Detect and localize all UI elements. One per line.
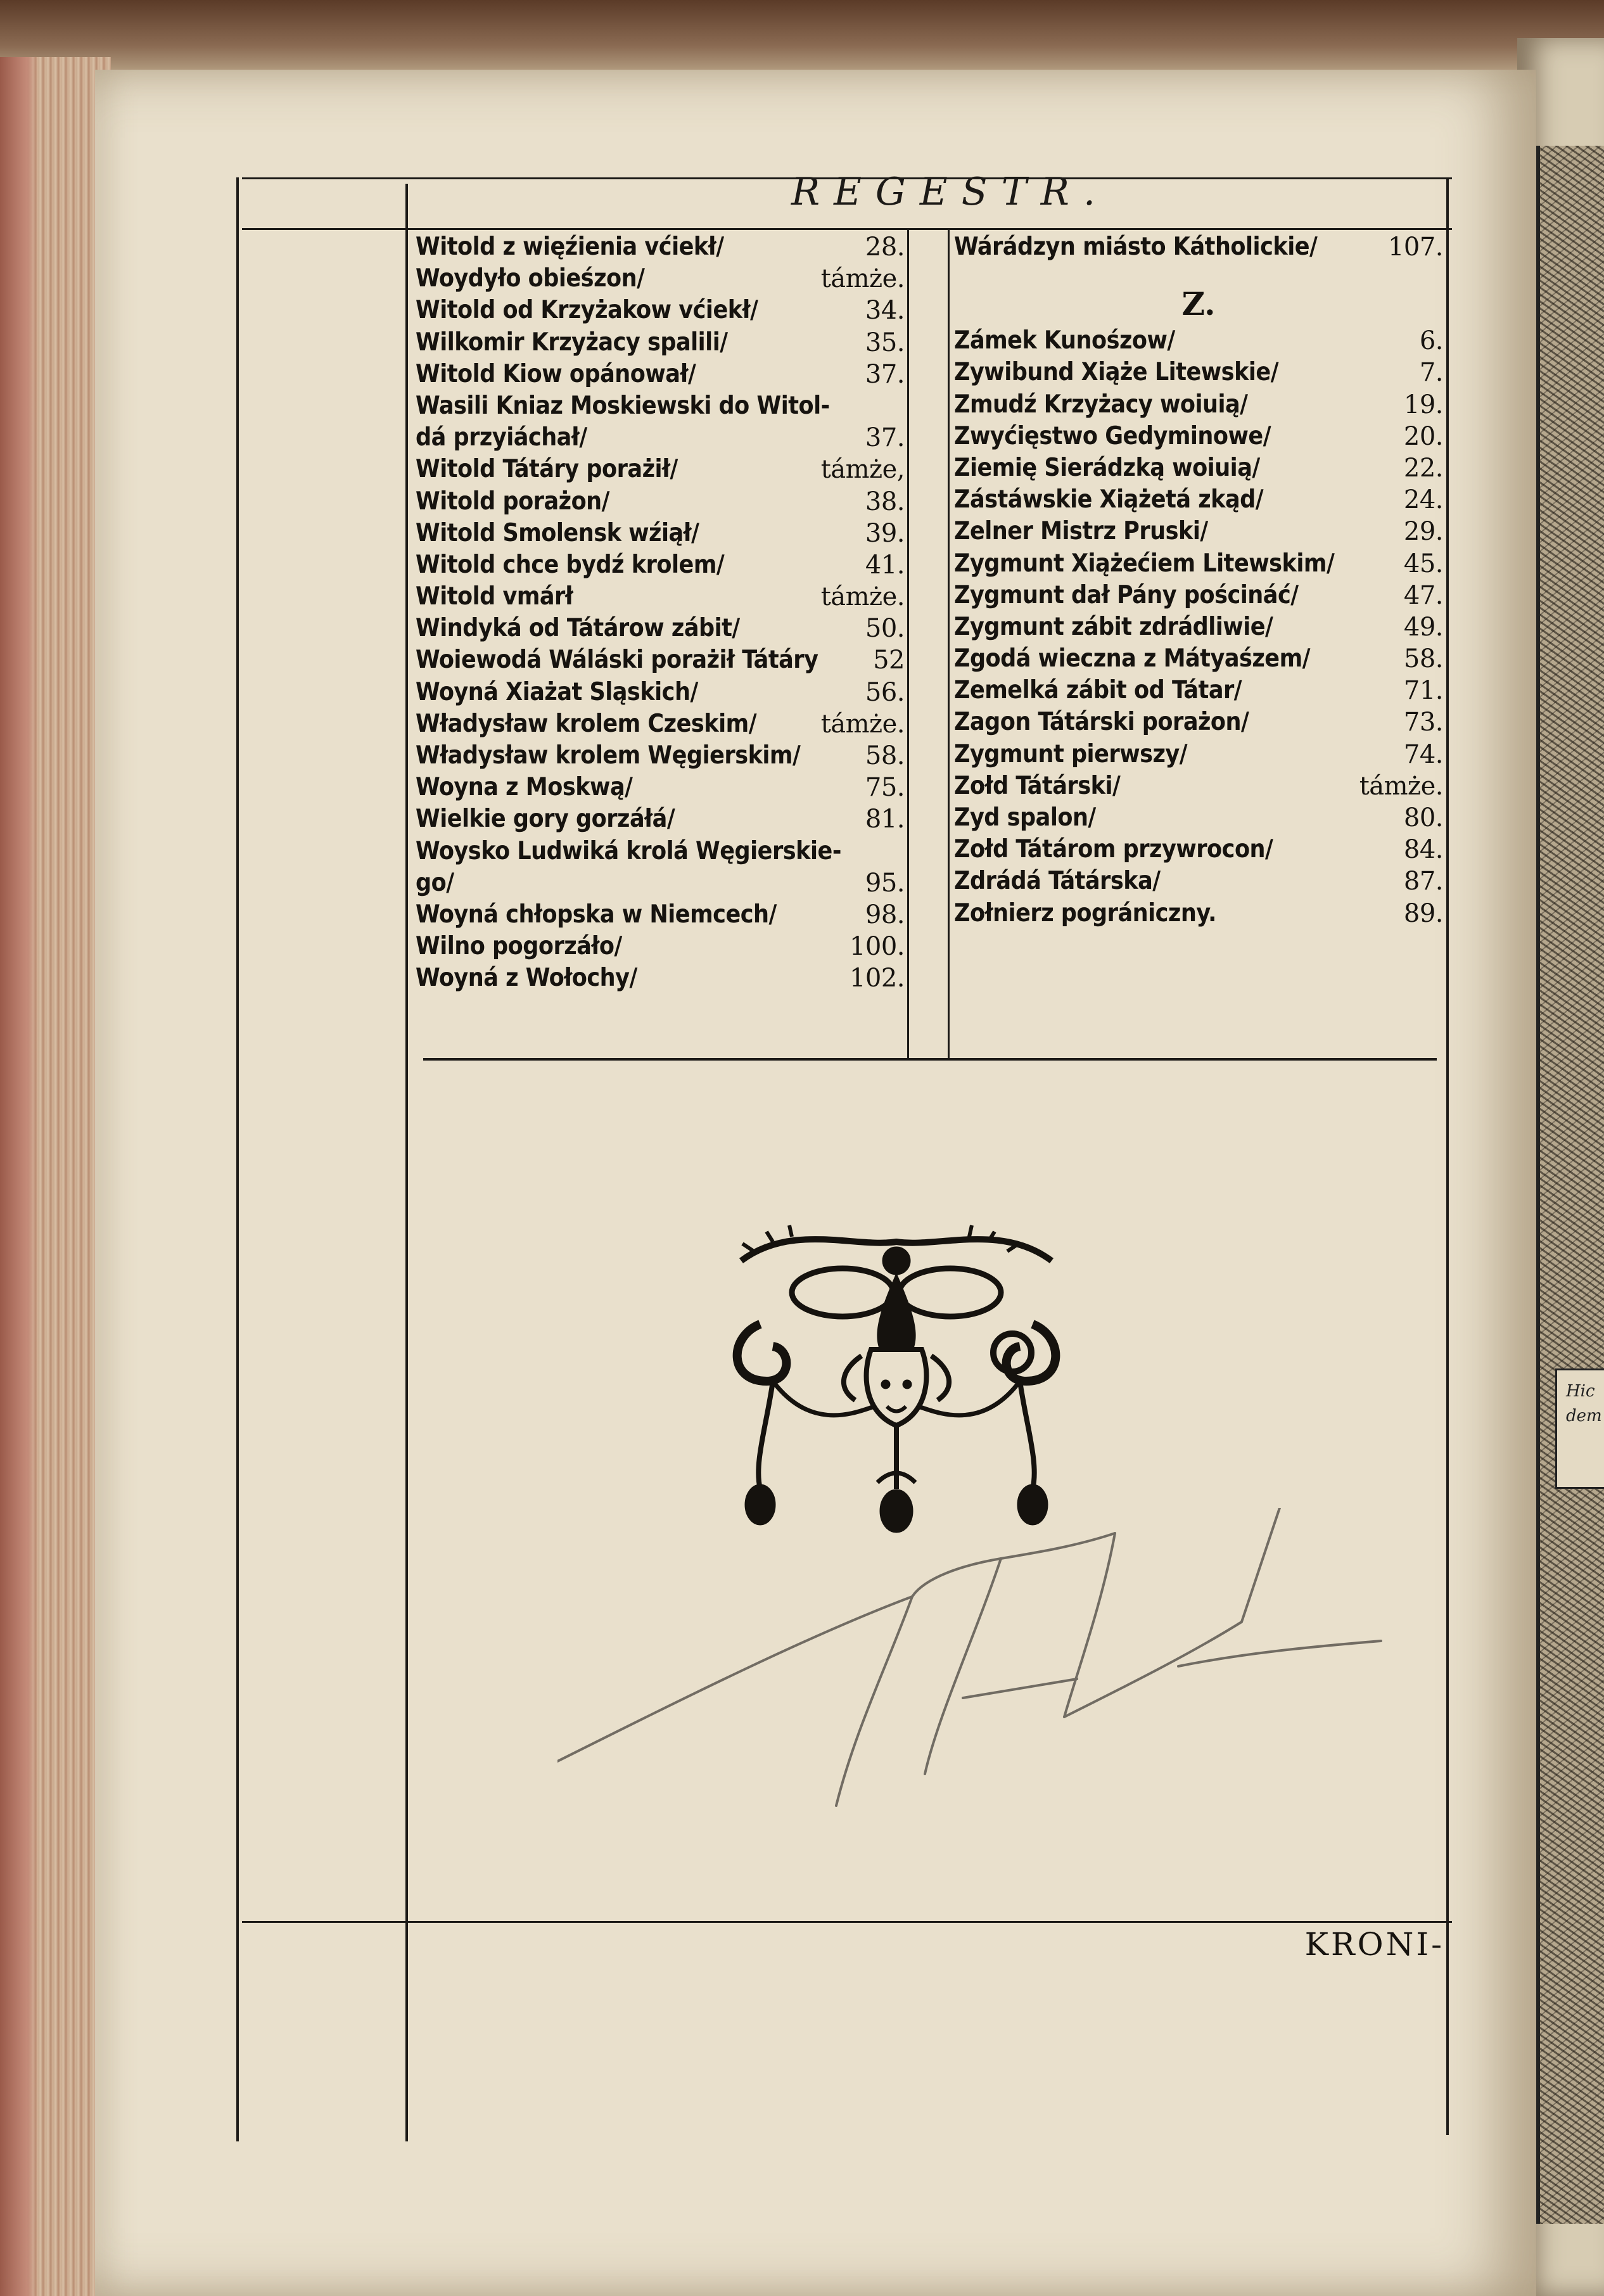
index-entry xyxy=(416,644,905,676)
entry-page: 71. xyxy=(1403,676,1443,706)
woodcut-label: Hic dem xyxy=(1555,1368,1604,1489)
entry-page: 52 xyxy=(873,646,905,675)
entry-page: 38. xyxy=(865,487,905,516)
entry-page: 73. xyxy=(1403,708,1443,737)
frame-inner-left-rule xyxy=(405,184,408,2141)
entry-text: Zygmunt Xiążećiem Litewskim/ xyxy=(954,549,1335,578)
section-letter: Z. xyxy=(1181,285,1216,323)
index-entry xyxy=(416,454,905,485)
entry-page: 49. xyxy=(1403,612,1443,642)
index-entry xyxy=(416,677,905,708)
page-header: REGESTR. xyxy=(791,170,1110,214)
index-entry xyxy=(954,834,1443,865)
column-divider-left xyxy=(907,228,909,1058)
entry-text: Wasili Kniaz Moskiewski do Witol- xyxy=(416,391,830,420)
index-column-left xyxy=(416,231,905,995)
entry-text: Zyd spalon/ xyxy=(954,803,1096,832)
entry-text: go/ xyxy=(416,868,454,897)
index-column-right xyxy=(954,231,1443,929)
footer-rule xyxy=(242,1921,1452,1923)
entry-page: 45. xyxy=(1403,549,1443,578)
entry-text: Zołd Tátárom przywrocon/ xyxy=(954,835,1273,864)
index-entry xyxy=(416,613,905,644)
index-entry xyxy=(954,611,1443,643)
entry-page: 80. xyxy=(1403,803,1443,832)
index-entry xyxy=(416,931,905,962)
entry-text: Witold vmárł xyxy=(416,582,573,611)
entry-page: 102. xyxy=(849,964,905,993)
entry-text: Zołd Tátárski/ xyxy=(954,771,1121,800)
entry-text: Woyna z Moskwą/ xyxy=(416,773,633,802)
entry-page: 7. xyxy=(1419,358,1443,388)
entry-text: Zemelká zábit od Tátar/ xyxy=(954,676,1242,705)
index-entry xyxy=(416,422,905,454)
index-entry xyxy=(416,867,905,899)
entry-text: Zgodá wieczna z Mátyaśzem/ xyxy=(954,644,1310,673)
entry-text: Windyká od Tátárow zábit/ xyxy=(416,614,740,643)
entry-text: Zywibund Xiąże Litewskie/ xyxy=(954,358,1279,387)
index-entry xyxy=(416,359,905,390)
entry-text: Woyná Xiażat Sląskich/ xyxy=(416,677,698,706)
index-entry xyxy=(416,549,905,581)
index-entry xyxy=(954,484,1443,516)
index-entry xyxy=(954,706,1443,738)
index-entry xyxy=(954,580,1443,611)
entry-page: 50. xyxy=(865,614,905,644)
entry-page: 37. xyxy=(865,423,905,453)
index-bottom-rule xyxy=(423,1058,1437,1061)
index-entry xyxy=(954,357,1443,388)
entry-text: Woydyło obieśzon/ xyxy=(416,264,645,293)
index-entry xyxy=(416,708,905,740)
entry-text: Witold od Krzyżakow vćiekł/ xyxy=(416,296,758,325)
entry-page: 20. xyxy=(1403,421,1443,451)
entry-page: 100. xyxy=(849,932,905,962)
entry-page: 95. xyxy=(865,868,905,898)
index-entry xyxy=(954,770,1443,802)
woodcut-border xyxy=(1536,146,1604,2224)
index-entry xyxy=(416,295,905,326)
entry-text: Wárádzyn miásto Kátholickie/ xyxy=(954,233,1318,261)
column-divider-right xyxy=(948,228,950,1058)
entry-text: Woyná chłopska w Niemcech/ xyxy=(416,900,777,929)
index-entry xyxy=(416,486,905,518)
entry-page: 6. xyxy=(1419,326,1443,356)
index-entry xyxy=(416,390,905,422)
index-entry xyxy=(416,263,905,295)
entry-page: 34. xyxy=(865,296,905,326)
header-under-rule xyxy=(242,228,1452,230)
frame-left-rule xyxy=(236,177,239,2141)
entry-text: Woyná z Wołochy/ xyxy=(416,964,637,993)
entry-page: 39. xyxy=(865,518,905,548)
index-entry xyxy=(954,325,1443,357)
entry-page: 41. xyxy=(865,550,905,580)
entry-page: 19. xyxy=(1403,390,1443,419)
entry-page: 24. xyxy=(1403,485,1443,515)
entry-page: támże. xyxy=(820,582,905,612)
index-entry xyxy=(954,675,1443,706)
entry-page: 28. xyxy=(865,233,905,262)
entry-text: Wilno pogorzáło/ xyxy=(416,932,622,961)
entry-page: 87. xyxy=(1403,867,1443,896)
entry-text: Witold porażon/ xyxy=(416,487,609,516)
entry-page: 58. xyxy=(1403,644,1443,674)
entry-text: Witold Kiow opánował/ xyxy=(416,359,696,388)
index-entry xyxy=(416,803,905,835)
index-entry xyxy=(954,231,1443,263)
entry-page: 37. xyxy=(865,359,905,389)
entry-text: Zagon Tátárski porażon/ xyxy=(954,708,1249,737)
frame-right-rule xyxy=(1446,177,1449,2135)
entry-page: 58. xyxy=(865,741,905,770)
index-entry xyxy=(954,516,1443,547)
index-entry xyxy=(954,739,1443,770)
entry-page: 81. xyxy=(865,805,905,834)
entry-page: támże. xyxy=(820,264,905,294)
printers-ornament xyxy=(716,1223,1077,1546)
index-entry xyxy=(954,643,1443,675)
entry-text: Zmudź Krzyżacy woiuią/ xyxy=(954,390,1248,419)
index-entry xyxy=(416,327,905,359)
entry-text: Witold Tátáry porażił/ xyxy=(416,455,678,484)
entry-page: 56. xyxy=(865,677,905,707)
entry-text: dá przyiáchał/ xyxy=(416,423,587,452)
entry-page: 84. xyxy=(1403,835,1443,865)
entry-text: Zwyćięstwo Gedyminowe/ xyxy=(954,421,1271,450)
entry-page: támże, xyxy=(820,455,905,485)
entry-page: 35. xyxy=(865,328,905,357)
index-entry xyxy=(416,581,905,613)
entry-page: 29. xyxy=(1403,517,1443,547)
index-entry xyxy=(954,865,1443,897)
page-block-edge xyxy=(0,57,111,2296)
entry-text: Zołnierz pográniczny. xyxy=(954,898,1216,928)
entry-text: Zdrádá Tátárska/ xyxy=(954,867,1161,896)
entry-page: támże. xyxy=(1359,771,1443,801)
entry-page: támże. xyxy=(820,709,905,739)
entry-page: 22. xyxy=(1403,453,1443,483)
index-entry xyxy=(416,772,905,803)
entry-text: Ziemię Sierádzką woiuią/ xyxy=(954,453,1260,482)
entry-text: Zygmunt dał Pány poścináć/ xyxy=(954,580,1299,609)
entry-text: Zygmunt zábit zdrádliwie/ xyxy=(954,612,1273,641)
entry-text: Wilkomir Krzyżacy spalili/ xyxy=(416,328,728,357)
catchword: KRONI- xyxy=(1304,1926,1444,1963)
entry-text: Zygmunt pierwszy/ xyxy=(954,739,1188,769)
index-entry xyxy=(416,518,905,549)
entry-page: 75. xyxy=(865,773,905,803)
entry-text: Witold chce bydź krolem/ xyxy=(416,550,725,579)
entry-text: Władysław krolem Węgierskim/ xyxy=(416,741,801,770)
entry-text: Woiewodá Wáláski porażił Tátáry xyxy=(416,646,818,675)
index-entry xyxy=(416,231,905,263)
entry-text: Woysko Ludwiká krolá Węgierskie- xyxy=(416,836,841,865)
entry-page: 47. xyxy=(1403,580,1443,610)
index-entry xyxy=(416,740,905,772)
entry-text: Witold Smolensk wźiął/ xyxy=(416,518,699,547)
entry-text: Władysław krolem Czeskim/ xyxy=(416,709,757,738)
index-entry xyxy=(954,452,1443,484)
entry-page: 74. xyxy=(1403,739,1443,769)
index-entry xyxy=(416,836,905,867)
index-entry xyxy=(954,898,1443,929)
index-entry xyxy=(416,962,905,994)
entry-text: Witold z więźienia vćiekł/ xyxy=(416,233,724,261)
entry-text: Wielkie gory gorzáłá/ xyxy=(416,805,675,834)
entry-page: 89. xyxy=(1403,898,1443,928)
entry-text: Zelner Mistrz Pruski/ xyxy=(954,517,1208,546)
index-entry xyxy=(416,899,905,931)
index-entry xyxy=(954,802,1443,834)
index-entry xyxy=(954,548,1443,580)
entry-page: 98. xyxy=(865,900,905,929)
index-entry xyxy=(954,389,1443,421)
pencil-signature xyxy=(557,1508,1406,1837)
entry-page: 107. xyxy=(1387,233,1443,262)
book-top-edge xyxy=(0,0,1604,76)
entry-text: Zámek Kunośzow/ xyxy=(954,326,1175,355)
entry-text: Zástáwskie Xiążetá zkąd/ xyxy=(954,485,1264,514)
index-entry xyxy=(954,421,1443,452)
